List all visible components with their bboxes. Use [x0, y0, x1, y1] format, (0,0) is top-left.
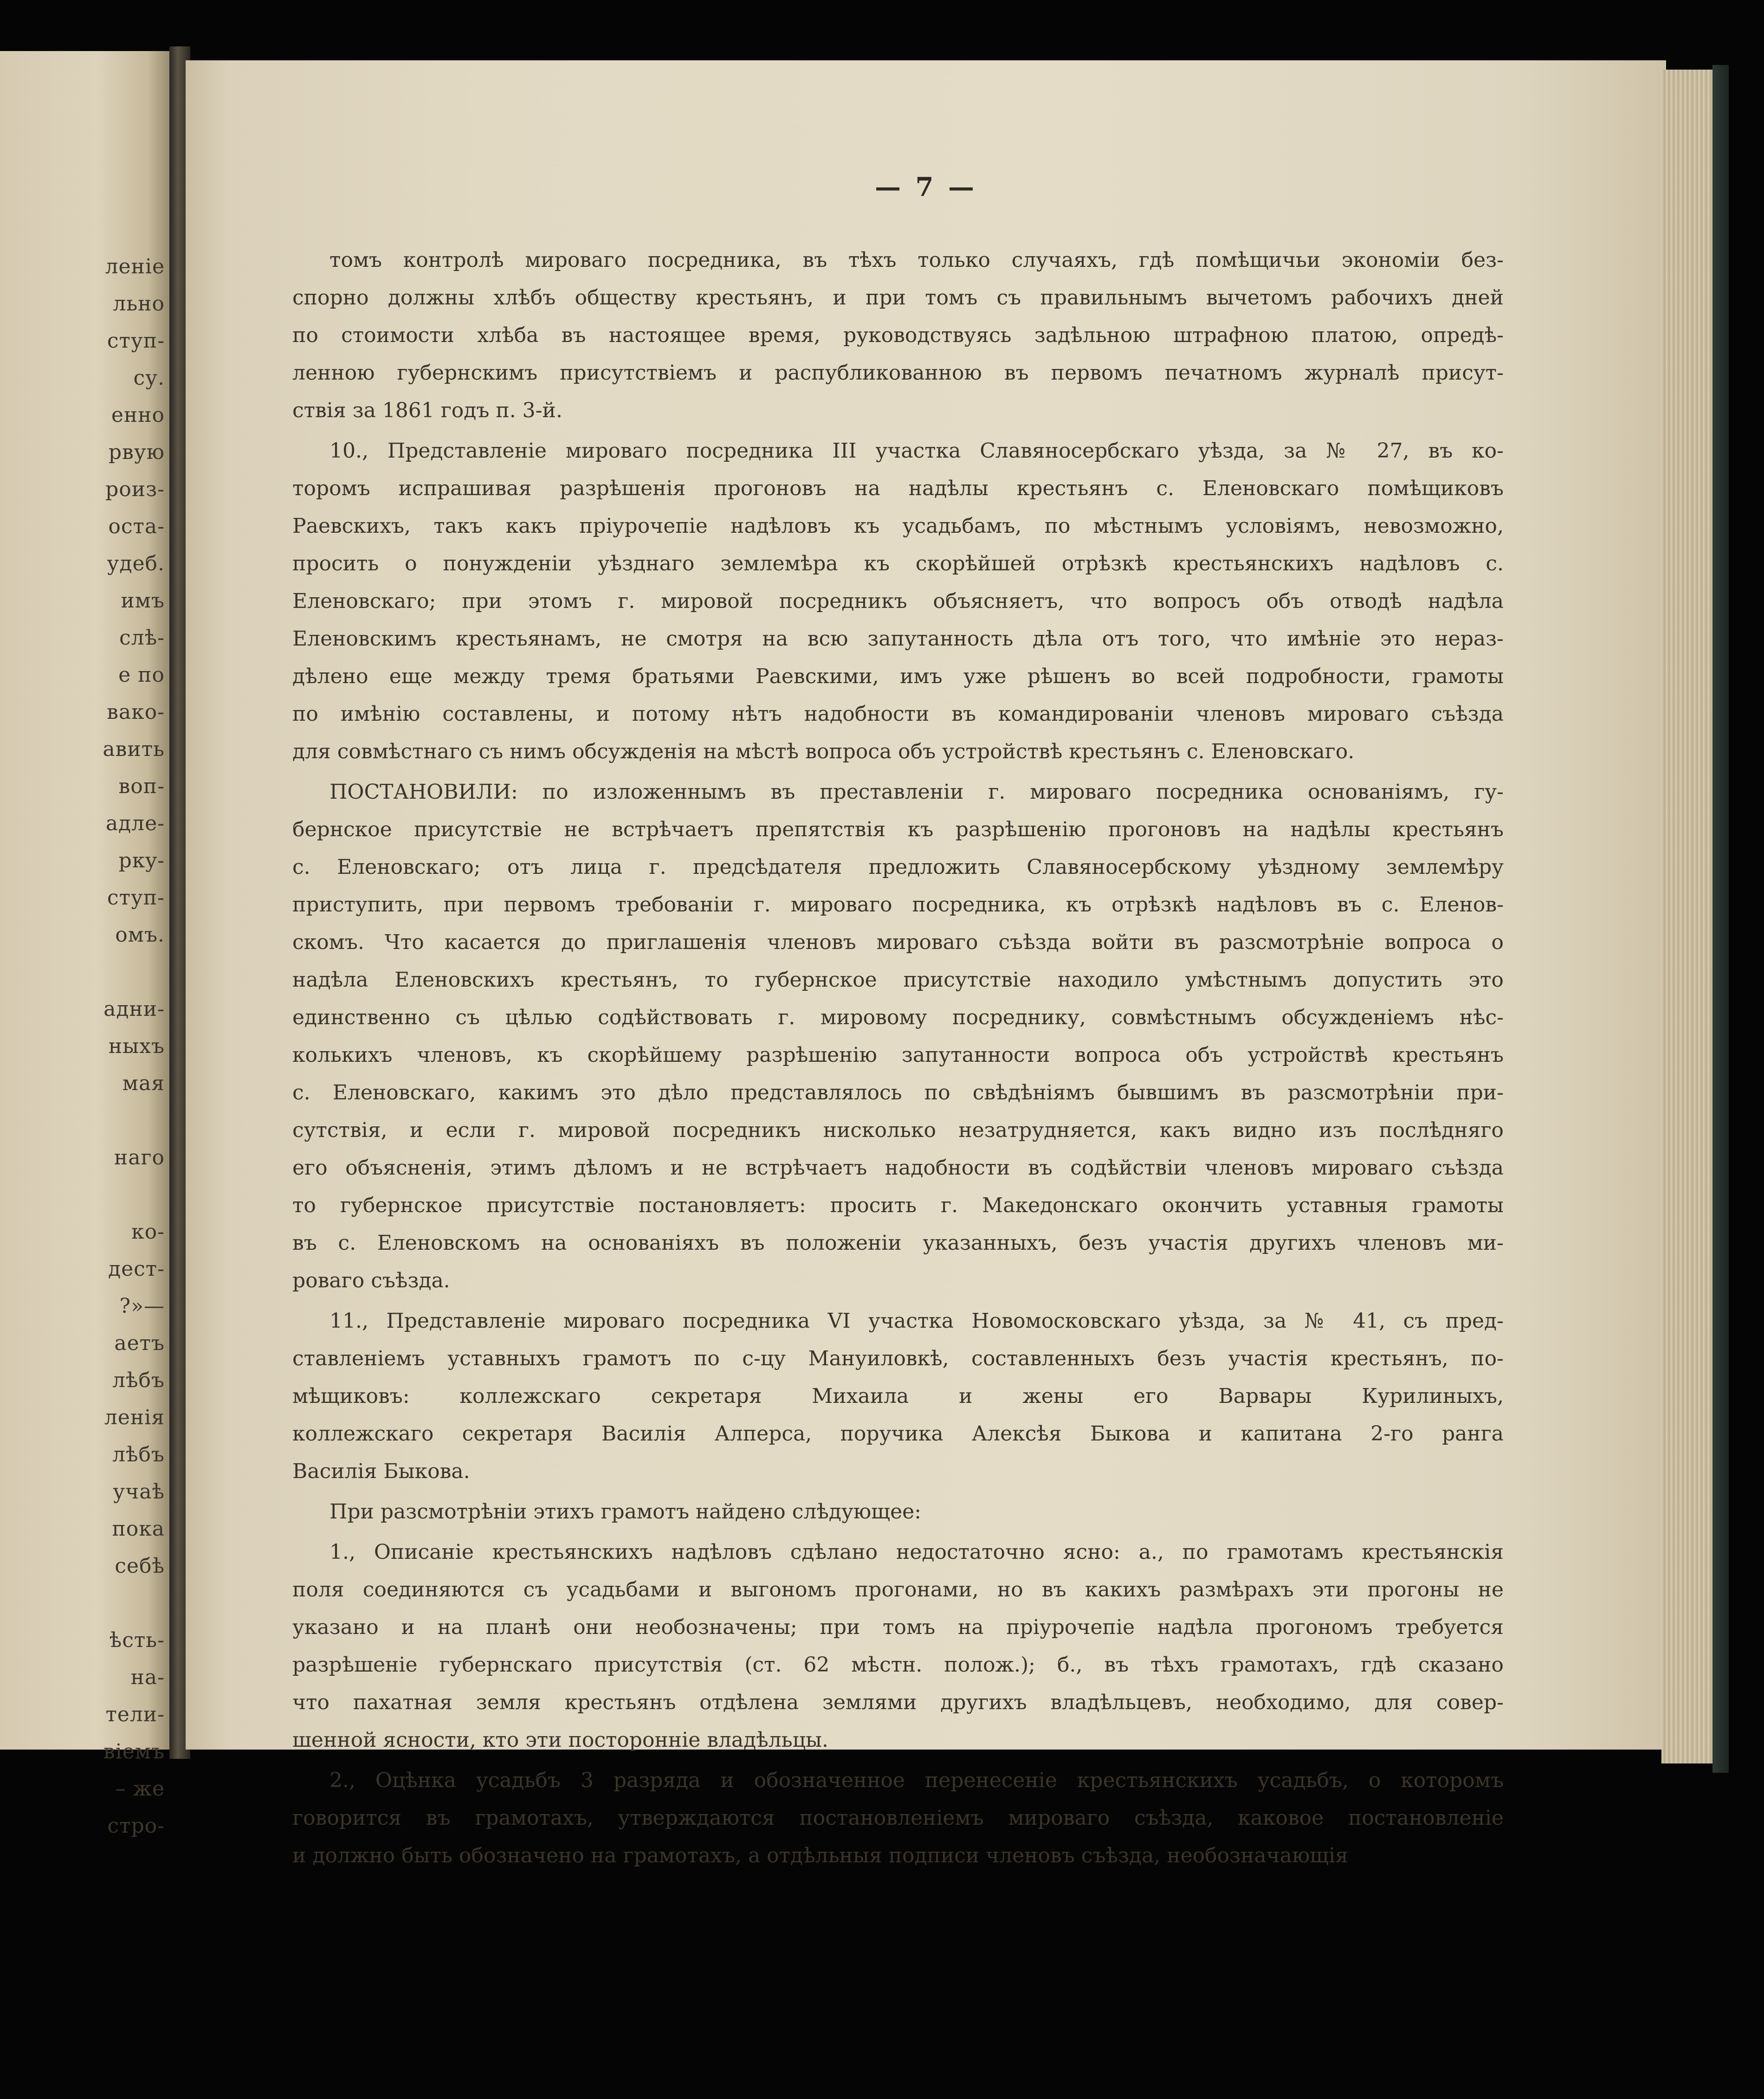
- previous-page-fragment: ленія: [104, 1406, 165, 1429]
- previous-page-fragment: ступ-: [107, 886, 165, 910]
- previous-page-fragment: – же: [115, 1777, 165, 1801]
- previous-page-fragment: лѣбъ: [112, 1369, 165, 1392]
- text-line: по имѣнію составлены, и потому нѣтъ надобности въ командированіи членовъ мироваго съѣзда: [292, 702, 1504, 726]
- text-line: томъ контролѣ мироваго посредника, въ тѣхъ только случаяхъ, гдѣ помѣщичьи экономіи без-: [330, 248, 1504, 272]
- previous-page-fragment: льно: [113, 292, 165, 316]
- previous-page-fragment: [53, 1176, 165, 1214]
- previous-page-fragment: вако-: [107, 700, 165, 724]
- current-page: [186, 60, 1666, 1867]
- previous-page-fragment: ѣсть-: [109, 1628, 165, 1652]
- text-line: сутствія, и если г. мировой посредникъ нисколько незатрудняется, какъ видно изъ послѣдняго: [292, 1118, 1504, 1142]
- previous-page-fragment: оста-: [108, 515, 165, 538]
- text-line: 1., Описаніе крестьянскихъ надѣловъ сдѣлано недостаточно ясно: а., по грамотамъ крестьянскія: [330, 1540, 1504, 1564]
- text-line: коллежскаго секретаря Василія Алперса, поручика Алексѣя Быкова и капитана 2-го ранга: [292, 1422, 1504, 1446]
- previous-page-fragment: учаѣ: [113, 1480, 165, 1504]
- previous-page-fragment: адле-: [105, 812, 165, 835]
- text-line: ПОСТАНОВИЛИ: по изложеннымъ въ преставленіи г. мироваго посредника основаніямъ, гу-: [330, 780, 1504, 804]
- previous-page-fragment: омъ.: [115, 923, 165, 947]
- previous-page-fragment: наго: [114, 1146, 165, 1169]
- previous-page-fragment: [53, 954, 165, 991]
- text-line: 2., Оцѣнка усадьбъ 3 разряда и обозначенное перенесеніе крестьянскихъ усадьбъ, о которомъ: [330, 1769, 1504, 1792]
- text-line: 11., Представленіе мироваго посредника VI участка Новомосковскаго уѣзда, за № 41, съ пред-: [330, 1309, 1504, 1333]
- previous-page-fragment: на-: [130, 1666, 165, 1689]
- previous-page-fragment: имъ: [121, 589, 165, 613]
- previous-page-fragment: е по: [118, 663, 165, 687]
- text-line: скомъ. Что касается до приглашенія членовъ мироваго съѣзда войти въ разсмотрѣніе вопроса о: [292, 930, 1504, 954]
- text-line: с. Еленовскаго; отъ лица г. предсѣдателя предложить Славяносербскому уѣздному землемѣру: [292, 855, 1504, 879]
- previous-page-fragment: су.: [133, 366, 165, 390]
- text-line: Раевскихъ, такъ какъ пріурочепіе надѣловъ къ усадьбамъ, по мѣстнымъ условіямъ, невозможно,: [292, 514, 1504, 538]
- text-line: указано и на планѣ они необозначены; при томъ на пріурочепіе надѣла прогономъ требуется: [292, 1615, 1504, 1639]
- text-line: ленною губернскимъ присутствіемъ и распубликованною въ первомъ печатномъ журналѣ присут-: [292, 361, 1504, 385]
- previous-page-fragment: слѣ-: [119, 626, 165, 650]
- text-line: торомъ испрашивая разрѣшенія прогоновъ на надѣлы крестьянъ с. Еленовскаго помѣщиковъ: [292, 477, 1504, 500]
- text-line: Еленовскимъ крестьянамъ, не смотря на всю запутанность дѣла отъ того, что имѣніе это нераз-: [292, 627, 1504, 651]
- text-line: въ с. Еленовскомъ на основаніяхъ въ положеніи указанныхъ, безъ участія другихъ членовъ ми-: [292, 1231, 1504, 1255]
- text-line: Василія Быкова.: [292, 1460, 470, 1483]
- text-line: спорно должны хлѣбъ обществу крестьянъ, и при томъ съ правильнымъ вычетомъ рабочихъ дней: [292, 286, 1504, 310]
- text-line: то губернское присутствіе постановляетъ: просить г. Македонскаго окончить уставныя грамоты: [292, 1194, 1504, 1217]
- previous-page-line-ends: [53, 248, 165, 1845]
- text-line: его объясненія, этимъ дѣломъ и не встрѣчаетъ надобности въ содѣйствіи членовъ мироваго съѣзда: [292, 1156, 1504, 1180]
- previous-page-fragment: віемъ: [103, 1740, 165, 1763]
- previous-page-fragment: [53, 1585, 165, 1622]
- text-line: для совмѣстнаго съ нимъ обсужденія на мѣстѣ вопроса объ устройствѣ крестьянъ с. Еленовскаго.: [292, 740, 1355, 763]
- text-line: разрѣшеніе губернскаго присутствія (ст. 62 мѣстн. полож.); б., въ тѣхъ грамотахъ, гдѣ сказано: [292, 1653, 1504, 1677]
- previous-page-fragment: роиз-: [105, 478, 165, 501]
- text-line: мѣщиковъ: коллежскаго секретаря Михаила и жены его Варвары Курилиныхъ,: [292, 1384, 1504, 1408]
- text-line: бернское присутствіе не встрѣчаетъ препятствія къ разрѣшенію прогоновъ на надѣлы крестьянъ: [292, 818, 1504, 841]
- text-line: ставленіемъ уставныхъ грамотъ по с-цу Мануиловкѣ, составленныхъ безъ участія крестьянъ, по-: [292, 1347, 1504, 1370]
- book-cover-edge: [1712, 65, 1729, 1773]
- previous-page: [0, 51, 174, 1838]
- text-line: При разсмотрѣніи этихъ грамотъ найдено слѣдующее:: [330, 1500, 921, 1524]
- previous-page-fragment: себѣ: [115, 1554, 165, 1578]
- text-line: поля соединяются съ усадьбами и выгономъ прогонами, но въ какихъ размѣрахъ эти прогоны не: [292, 1578, 1504, 1602]
- previous-page-fragment: аетъ: [114, 1331, 165, 1355]
- text-line: дѣлено еще между тремя братьями Раевскими, имъ уже рѣшенъ во всей подробности, грамоты: [292, 665, 1504, 688]
- previous-page-fragment: ко-: [131, 1220, 165, 1244]
- text-line: просить о понужденіи уѣзднаго землемѣра къ скорѣйшей отрѣзкѣ крестьянскихъ надѣловъ с.: [292, 552, 1504, 575]
- text-line: что пахатная земля крестьянъ отдѣлена землями другихъ владѣльцевъ, необходимо, для совер-: [292, 1691, 1504, 1714]
- page-body-text: [292, 241, 1504, 1874]
- previous-page-fragment: воп-: [118, 775, 165, 798]
- text-line: и должно быть обозначено на грамотахъ, а отдѣльныя подписи членовъ съѣзда, необозначающія: [292, 1844, 1349, 1867]
- page-edges: [1661, 70, 1717, 1763]
- previous-page-fragment: лѣбъ: [112, 1443, 165, 1466]
- text-line: ствія за 1861 годъ п. 3-й.: [292, 399, 562, 422]
- text-line: роваго съѣзда.: [292, 1269, 450, 1292]
- page-number: — 7 —: [875, 172, 977, 202]
- previous-page-fragment: адни-: [103, 997, 165, 1021]
- previous-page-fragment: енно: [111, 403, 165, 427]
- previous-page-fragment: дест-: [108, 1257, 165, 1281]
- text-line: приступить, при первомъ требованіи г. мироваго посредника, къ отрѣзкѣ надѣловъ въ с. Еленов-: [292, 893, 1504, 917]
- previous-page-fragment: ступ-: [107, 329, 165, 353]
- previous-page-fragment: стро-: [107, 1814, 165, 1838]
- previous-page-fragment: рвую: [108, 440, 165, 464]
- text-line: шенной ясности, кто эти посторонніе владѣльцы.: [292, 1728, 828, 1752]
- previous-page-fragment: леніе: [105, 255, 165, 278]
- previous-page-fragment: ?»—: [119, 1294, 165, 1318]
- text-line: говорится въ грамотахъ, утверждаются постановленіемъ мироваго съѣзда, каковое постановленіе: [292, 1806, 1504, 1830]
- previous-page-fragment: [53, 1102, 165, 1139]
- text-line: Еленовскаго; при этомъ г. мировой посредникъ объясняетъ, что вопросъ объ отводѣ надѣла: [292, 589, 1504, 613]
- previous-page-fragment: ныхъ: [108, 1034, 165, 1058]
- text-line: надѣла Еленовскихъ крестьянъ, то губернское присутствіе находило умѣстнымъ допустить это: [292, 968, 1504, 992]
- previous-page-fragment: удеб.: [107, 552, 165, 575]
- previous-page-fragment: тели-: [105, 1703, 165, 1726]
- previous-page-fragment: пока: [112, 1517, 165, 1541]
- previous-page-fragment: ркy-: [118, 849, 165, 872]
- text-line: единственно съ цѣлью содѣйствовать г. мировому посреднику, совмѣстнымъ обсужденіемъ нѣс-: [292, 1006, 1504, 1029]
- text-line: 10., Представленіе мироваго посредника III участка Славяносербскаго уѣзда, за № 27, въ ко-: [330, 439, 1504, 463]
- text-line: колькихъ членовъ, къ скорѣйшему разрѣшенію запутанности вопроса объ устройствѣ крестьянъ: [292, 1043, 1504, 1067]
- previous-page-fragment: авить: [103, 737, 165, 761]
- text-line: по стоимости хлѣба въ настоящее время, руководствуясь задѣльною штрафною платою, опредѣ-: [292, 323, 1504, 347]
- previous-page-fragment: мая: [122, 1072, 165, 1095]
- text-line: с. Еленовскаго, какимъ это дѣло представлялось по свѣдѣніямъ бывшимъ въ разсмотрѣніи при-: [292, 1081, 1504, 1104]
